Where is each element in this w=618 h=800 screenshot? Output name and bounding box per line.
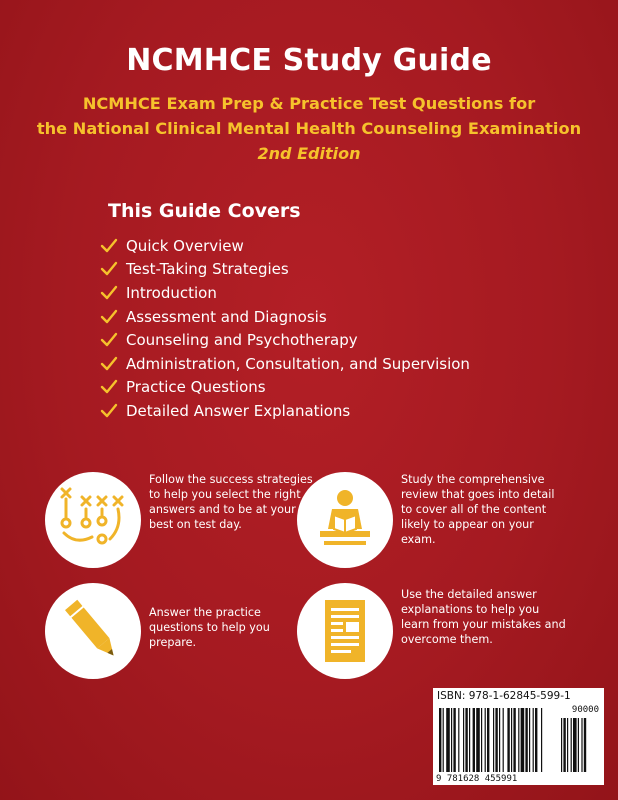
strategy-diagram-icon (56, 483, 130, 557)
document-icon (315, 596, 375, 666)
list-item (100, 281, 470, 305)
checkmark-icon (100, 261, 118, 277)
barcode-icon (433, 688, 604, 785)
list-item (100, 258, 470, 282)
covers-item-label: Assessment and Diagnosis (126, 307, 327, 326)
checkmark-icon (100, 403, 118, 419)
subtitle-line-1: NCMHCE Exam Prep & Practice Test Questions for (82, 94, 536, 113)
list-item (100, 328, 470, 352)
covers-list (100, 234, 470, 423)
feature-strategies (45, 472, 317, 568)
book-title: NCMHCE Study Guide (126, 43, 492, 78)
pencil-circle (45, 583, 141, 679)
pencil-icon (57, 595, 129, 667)
covers-item-label: Counseling and Psychotherapy (126, 331, 358, 350)
list-item (100, 352, 470, 376)
checkmark-icon (100, 238, 118, 254)
subtitle-line-2: the National Clinical Mental Health Counseling Examination (36, 119, 582, 138)
feature-text: Use the detailed answer explanations to help you learn from your mistakes and overcome them. (401, 588, 566, 646)
checkmark-icon (100, 332, 118, 348)
covers-item-label: Detailed Answer Explanations (126, 401, 351, 420)
covers-item-label: Test-Taking Strategies (126, 260, 289, 279)
checkmark-icon (100, 379, 118, 395)
list-item (100, 376, 470, 400)
feature-text: Answer the practice questions to help you prepare. (149, 606, 270, 649)
feature-text: Follow the success strategies to help you select the right answers and to be at your best on test day. (149, 473, 313, 531)
covers-item-label: Practice Questions (126, 378, 266, 397)
covers-heading: This Guide Covers (108, 200, 301, 222)
edition-label: 2nd Edition (257, 144, 361, 163)
checkmark-icon (100, 309, 118, 325)
list-item (100, 305, 470, 329)
covers-item-label: Quick Overview (126, 236, 244, 255)
list-item (100, 399, 470, 423)
reading-person-icon (310, 485, 380, 555)
covers-item-label: Administration, Consultation, and Supervision (126, 354, 470, 373)
feature-review (297, 472, 569, 568)
price-code: 90000 (571, 705, 599, 715)
feature-practice (45, 583, 317, 679)
list-item (100, 234, 470, 258)
document-circle (297, 583, 393, 679)
covers-item-label: Introduction (126, 283, 217, 302)
checkmark-icon (100, 285, 118, 301)
isbn-label: ISBN: 978-1-62845-599-1 (437, 690, 571, 702)
strategy-circle (45, 472, 141, 568)
study-circle (297, 472, 393, 568)
checkmark-icon (100, 356, 118, 372)
barcode-box (433, 688, 604, 785)
barcode-number: 9 781628 455991 (436, 774, 518, 784)
feature-explanations (297, 583, 569, 679)
feature-text: Study the comprehensive review that goes into detail to cover all of the content likely to appear on your exam. (401, 473, 555, 546)
